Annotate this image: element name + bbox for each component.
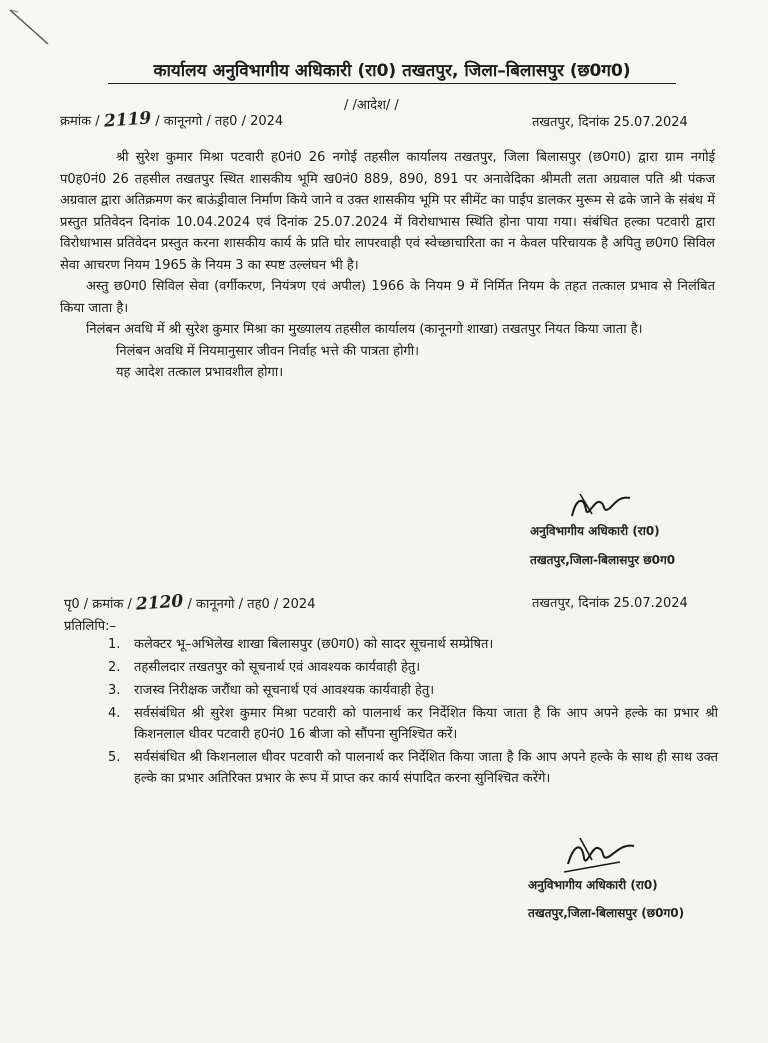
list-item-number: 2. <box>108 660 121 675</box>
order-place-date: तखतपुर, दिनांक 25.07.2024 <box>532 115 688 130</box>
paper-fold-mark <box>8 8 52 48</box>
copy-recipients-list <box>108 634 718 791</box>
list-item-number: 5. <box>108 750 121 765</box>
list-item-number: 1. <box>108 637 121 652</box>
signature-2-location: तखतपुर,जिला-बिलासपुर (छ0ग0) <box>528 906 685 920</box>
copy-to-label: प्रतिलिपि:– <box>64 619 116 634</box>
copy-place-date: तखतपुर, दिनांक 25.07.2024 <box>532 596 688 611</box>
list-item <box>108 657 718 678</box>
copy-reference <box>64 593 315 613</box>
copy-ref-suffix: / कानूनगो / तह0 / 2024 <box>187 597 316 612</box>
signature-2-scribble <box>560 832 640 876</box>
signature-2-designation: अनुविभागीय अधिकारी (रा0) <box>528 878 658 892</box>
order-ref-suffix: / कानूनगो / तह0 / 2024 <box>155 114 284 129</box>
body-paragraph-3: निलंबन अवधि में श्री सुरेश कुमार मिश्रा का मुख्यालय तहसील कार्यालय (कानूनगो शाखा) तखतपुर नियत किया जाता है। <box>86 322 643 337</box>
order-ref-prefix: क्रमांक / <box>60 114 100 129</box>
list-item-text: सर्वसंबंधित श्री सुरेश कुमार मिश्रा पटवारी को पालनार्थ कर निर्देशित किया जाता है कि आप अपने हल्के का प्रभार श्री किशनलाल धीवर पटवारी ह0नं0 16 बीजा को सौंपना सुनिश्चित करें। <box>134 706 718 742</box>
order-heading: / /आदेश/ / <box>344 98 399 113</box>
list-item <box>108 747 718 789</box>
list-item-number: 3. <box>108 683 121 698</box>
list-item <box>108 703 718 745</box>
list-item-text: सर्वसंबंधित श्री किशनलाल धीवर पटवारी को पालनार्थ कर निर्देशित किया जाता है कि आप अपने हल्के के साथ ही साथ उक्त हल्के का प्रभार अतिरिक्त प्रभार के रूप में प्राप्त कर कार्य संपादित करना सुनिश्चित करेंगे। <box>134 750 718 786</box>
body-paragraph-2: अस्तु छ0ग0 सिविल सेवा (वर्गीकरण, नियंत्रण एवं अपील) 1966 के नियम 9 में निर्मित नियम के तहत तत्काल प्रभाव से निलंबित किया जाता है। <box>60 279 715 316</box>
list-item-number: 4. <box>108 706 121 721</box>
copy-number-handwritten: 2120 <box>135 591 185 615</box>
list-item-text: तहसीलदार तखतपुर को सूचनार्थ एवं आवश्यक कार्यवाही हेतु। <box>134 660 421 675</box>
order-number-handwritten: 2119 <box>103 108 152 132</box>
list-item-text: राजस्व निरीक्षक जरौंधा को सूचनार्थ एवं आवश्यक कार्यवाही हेतु। <box>134 683 435 698</box>
order-body <box>60 147 715 384</box>
body-paragraph-4: निलंबन अवधि में नियमानुसार जीवन निर्वाह भत्ते की पात्रता होगी। <box>116 343 420 359</box>
list-item <box>108 634 718 655</box>
list-item <box>108 680 718 701</box>
office-title: कार्यालय अनुविभागीय अधिकारी (रा0) तखतपुर, जिला–बिलासपुर (छ0ग0) <box>108 58 676 84</box>
signature-1-location: तखतपुर,जिला-बिलासपुर छ0ग0 <box>530 553 676 567</box>
body-paragraph-5: यह आदेश तत्काल प्रभावशील होगा। <box>116 365 284 380</box>
list-item-text: कलेक्टर भू–अभिलेख शाखा बिलासपुर (छ0ग0) को सादर सूचनार्थ सम्प्रेषित। <box>134 637 494 652</box>
signature-1-scribble <box>566 488 636 524</box>
body-paragraph-1: श्री सुरेश कुमार मिश्रा पटवारी ह0नं0 26 नगोई तहसील कार्यालय तखतपुर, जिला बिलासपुर (छ0ग0) द्वारा ग्राम नगोई प0ह0नं0 26 तहसील तखतपुर स्थित शासकीय भूमि ख0नं0 889, 890, 891 पर अनावेदिका श्रीमती लता अग्रवाल पति श्री पंकज अग्रवाल द्वारा अतिक्रमण कर बाऊंड्रीवाल निर्माण किये जाने व उक्त शासकीय भूमि पर सीमेंट का पाईप डालकर मुरूम से ढके जाने के संबंध में प्रस्तुत प्रतिवेदन दिनांक 10.04.2024 एवं दिनांक 25.07.2024 में विरोधाभास स्थिति होना पाया गया। संबंधित हल्का पटवारी द्वारा विरोधाभास प्रतिवेदन प्रस्तुत करना शासकीय कार्य के प्रति घोर लापरवाही एवं स्वेच्छाचारिता का न केवल परिचायक है अपितु छ0ग0 सिविल सेवा आचरण नियम 1965 के नियम 3 का स्पष्ट उल्लंघन भी है। <box>60 150 715 273</box>
order-reference <box>60 110 283 130</box>
signature-1-designation: अनुविभागीय अधिकारी (रा0) <box>530 524 660 538</box>
copy-ref-prefix: पृ0 / क्रमांक / <box>64 597 132 612</box>
